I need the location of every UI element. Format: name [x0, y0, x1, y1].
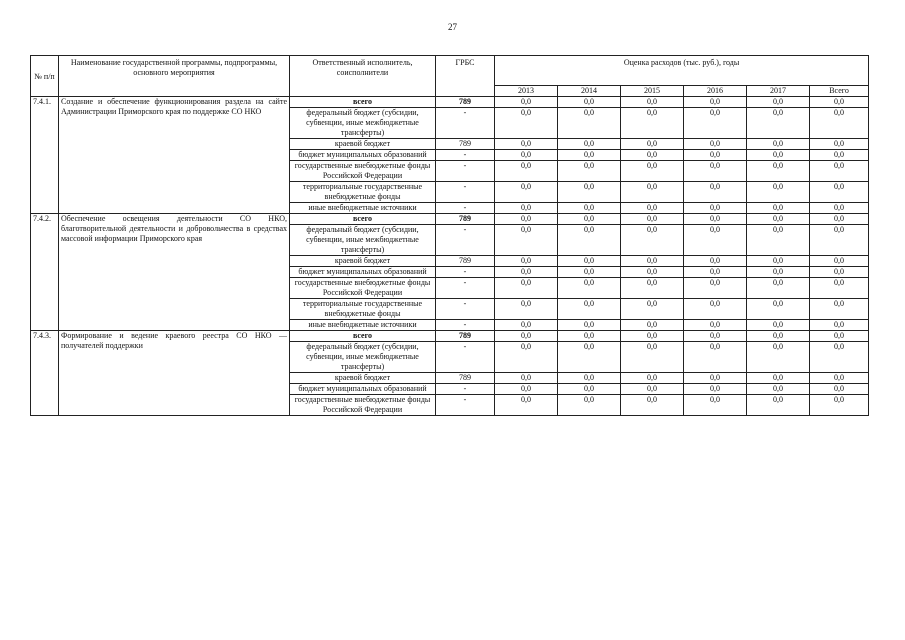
value-cell: 0,0 — [621, 139, 684, 150]
executor-cell: государственные внебюджетные фонды Российской Федерации — [290, 278, 436, 299]
value-cell: 0,0 — [558, 256, 621, 267]
value-cell: 0,0 — [684, 331, 747, 342]
value-cell: 0,0 — [558, 342, 621, 373]
value-cell: 0,0 — [747, 342, 810, 373]
grbs-cell: - — [436, 225, 495, 256]
table-body — [31, 97, 869, 416]
executor-cell: бюджет муниципальных образований — [290, 267, 436, 278]
header-year-total: Всего — [810, 86, 869, 97]
value-cell: 0,0 — [747, 139, 810, 150]
value-cell: 0,0 — [621, 182, 684, 203]
value-cell: 0,0 — [684, 214, 747, 225]
value-cell: 0,0 — [621, 161, 684, 182]
value-cell: 0,0 — [558, 182, 621, 203]
value-cell: 0,0 — [684, 320, 747, 331]
value-cell: 0,0 — [684, 182, 747, 203]
value-cell: 0,0 — [558, 161, 621, 182]
executor-cell: бюджет муниципальных образований — [290, 150, 436, 161]
value-cell: 0,0 — [558, 267, 621, 278]
grbs-cell: - — [436, 203, 495, 214]
executor-cell: федеральный бюджет (субсидии, субвенции, иные межбюджетные трансферты) — [290, 108, 436, 139]
value-cell: 0,0 — [747, 150, 810, 161]
executor-cell: краевой бюджет — [290, 373, 436, 384]
value-cell: 0,0 — [558, 373, 621, 384]
value-cell: 0,0 — [684, 203, 747, 214]
grbs-cell: 789 — [436, 331, 495, 342]
value-cell: 0,0 — [684, 267, 747, 278]
value-cell: 0,0 — [810, 150, 869, 161]
value-cell: 0,0 — [810, 299, 869, 320]
table-row — [31, 97, 869, 108]
value-cell: 0,0 — [747, 214, 810, 225]
value-cell: 0,0 — [495, 108, 558, 139]
value-cell: 0,0 — [558, 331, 621, 342]
value-cell: 0,0 — [810, 331, 869, 342]
value-cell: 0,0 — [621, 97, 684, 108]
header-number: № п/п — [31, 56, 59, 97]
grbs-cell: - — [436, 108, 495, 139]
value-cell: 0,0 — [621, 225, 684, 256]
table-row — [31, 214, 869, 225]
value-cell: 0,0 — [684, 225, 747, 256]
value-cell: 0,0 — [495, 373, 558, 384]
value-cell: 0,0 — [621, 256, 684, 267]
value-cell: 0,0 — [747, 267, 810, 278]
value-cell: 0,0 — [810, 342, 869, 373]
grbs-cell: - — [436, 342, 495, 373]
value-cell: 0,0 — [747, 256, 810, 267]
value-cell: 0,0 — [747, 182, 810, 203]
value-cell: 0,0 — [558, 108, 621, 139]
section-number: 7.4.1. — [31, 97, 59, 214]
value-cell: 0,0 — [621, 278, 684, 299]
value-cell: 0,0 — [810, 225, 869, 256]
grbs-cell: - — [436, 395, 495, 416]
value-cell: 0,0 — [495, 225, 558, 256]
grbs-cell: - — [436, 278, 495, 299]
grbs-cell: - — [436, 384, 495, 395]
executor-cell: иные внебюджетные источники — [290, 320, 436, 331]
value-cell: 0,0 — [684, 373, 747, 384]
value-cell: 0,0 — [558, 214, 621, 225]
section-number: 7.4.3. — [31, 331, 59, 416]
executor-cell: федеральный бюджет (субсидии, субвенции, иные межбюджетные трансферты) — [290, 225, 436, 256]
value-cell: 0,0 — [810, 203, 869, 214]
value-cell: 0,0 — [747, 161, 810, 182]
value-cell: 0,0 — [810, 267, 869, 278]
section-name: Обеспечение освещения деятельности СО НКО, благотворительной деятельности и добровольчества в средствах массовой информации Приморского края — [59, 214, 290, 331]
header-cost-estimate: Оценка расходов (тыс. руб.), годы — [495, 56, 869, 86]
header-grbs: ГРБС — [436, 56, 495, 97]
grbs-cell: - — [436, 161, 495, 182]
executor-cell: территориальные государственные внебюджетные фонды — [290, 182, 436, 203]
value-cell: 0,0 — [810, 97, 869, 108]
value-cell: 0,0 — [810, 278, 869, 299]
value-cell: 0,0 — [747, 225, 810, 256]
value-cell: 0,0 — [558, 139, 621, 150]
executor-cell: краевой бюджет — [290, 256, 436, 267]
executor-cell: всего — [290, 214, 436, 225]
value-cell: 0,0 — [810, 182, 869, 203]
executor-cell: всего — [290, 97, 436, 108]
value-cell: 0,0 — [747, 299, 810, 320]
value-cell: 0,0 — [747, 108, 810, 139]
value-cell: 0,0 — [495, 97, 558, 108]
value-cell: 0,0 — [495, 267, 558, 278]
value-cell: 0,0 — [810, 384, 869, 395]
value-cell: 0,0 — [558, 299, 621, 320]
header-year: 2016 — [684, 86, 747, 97]
value-cell: 0,0 — [684, 139, 747, 150]
value-cell: 0,0 — [495, 214, 558, 225]
value-cell: 0,0 — [558, 278, 621, 299]
grbs-cell: - — [436, 150, 495, 161]
value-cell: 0,0 — [495, 384, 558, 395]
grbs-cell: 789 — [436, 139, 495, 150]
value-cell: 0,0 — [495, 331, 558, 342]
header-year: 2014 — [558, 86, 621, 97]
executor-cell: бюджет муниципальных образований — [290, 384, 436, 395]
value-cell: 0,0 — [621, 331, 684, 342]
value-cell: 0,0 — [495, 320, 558, 331]
value-cell: 0,0 — [684, 278, 747, 299]
header-year: 2017 — [747, 86, 810, 97]
grbs-cell: - — [436, 320, 495, 331]
value-cell: 0,0 — [495, 150, 558, 161]
executor-cell: иные внебюджетные источники — [290, 203, 436, 214]
value-cell: 0,0 — [621, 342, 684, 373]
value-cell: 0,0 — [558, 97, 621, 108]
value-cell: 0,0 — [558, 320, 621, 331]
budget-table — [30, 55, 869, 416]
value-cell: 0,0 — [558, 150, 621, 161]
value-cell: 0,0 — [621, 384, 684, 395]
header-year: 2015 — [621, 86, 684, 97]
value-cell: 0,0 — [495, 342, 558, 373]
grbs-cell: 789 — [436, 214, 495, 225]
value-cell: 0,0 — [558, 395, 621, 416]
grbs-cell: 789 — [436, 97, 495, 108]
value-cell: 0,0 — [684, 150, 747, 161]
value-cell: 0,0 — [684, 256, 747, 267]
value-cell: 0,0 — [495, 395, 558, 416]
value-cell: 0,0 — [495, 161, 558, 182]
value-cell: 0,0 — [621, 373, 684, 384]
value-cell: 0,0 — [810, 161, 869, 182]
value-cell: 0,0 — [495, 256, 558, 267]
executor-cell: краевой бюджет — [290, 139, 436, 150]
value-cell: 0,0 — [747, 320, 810, 331]
grbs-cell: - — [436, 267, 495, 278]
value-cell: 0,0 — [558, 384, 621, 395]
value-cell: 0,0 — [684, 161, 747, 182]
value-cell: 0,0 — [747, 97, 810, 108]
header-executor: Ответственный исполнитель, соисполнители — [290, 56, 436, 97]
executor-cell: государственные внебюджетные фонды Российской Федерации — [290, 395, 436, 416]
grbs-cell: - — [436, 182, 495, 203]
value-cell: 0,0 — [810, 320, 869, 331]
page-number: 27 — [448, 22, 457, 32]
section-name: Формирование и ведение краевого реестра СО НКО — получателей поддержки — [59, 331, 290, 416]
value-cell: 0,0 — [810, 214, 869, 225]
executor-cell: всего — [290, 331, 436, 342]
table-row — [31, 331, 869, 342]
header-name: Наименование государственной программы, подпрограммы, основного мероприятия — [59, 56, 290, 97]
section-number: 7.4.2. — [31, 214, 59, 331]
grbs-cell: 789 — [436, 256, 495, 267]
value-cell: 0,0 — [621, 150, 684, 161]
value-cell: 0,0 — [810, 108, 869, 139]
value-cell: 0,0 — [684, 395, 747, 416]
executor-cell: территориальные государственные внебюджетные фонды — [290, 299, 436, 320]
value-cell: 0,0 — [621, 108, 684, 139]
value-cell: 0,0 — [810, 373, 869, 384]
value-cell: 0,0 — [621, 203, 684, 214]
executor-cell: государственные внебюджетные фонды Российской Федерации — [290, 161, 436, 182]
value-cell: 0,0 — [621, 395, 684, 416]
value-cell: 0,0 — [621, 299, 684, 320]
value-cell: 0,0 — [810, 395, 869, 416]
section-name: Создание и обеспечение функционирования раздела на сайте Администрации Приморского края по поддержке СО НКО — [59, 97, 290, 214]
value-cell: 0,0 — [621, 214, 684, 225]
table-header — [31, 56, 869, 97]
value-cell: 0,0 — [747, 395, 810, 416]
value-cell: 0,0 — [684, 108, 747, 139]
value-cell: 0,0 — [747, 331, 810, 342]
value-cell: 0,0 — [684, 384, 747, 395]
value-cell: 0,0 — [747, 203, 810, 214]
value-cell: 0,0 — [495, 203, 558, 214]
grbs-cell: 789 — [436, 373, 495, 384]
value-cell: 0,0 — [810, 256, 869, 267]
value-cell: 0,0 — [495, 182, 558, 203]
value-cell: 0,0 — [558, 203, 621, 214]
value-cell: 0,0 — [558, 225, 621, 256]
executor-cell: федеральный бюджет (субсидии, субвенции, иные межбюджетные трансферты) — [290, 342, 436, 373]
grbs-cell: - — [436, 299, 495, 320]
value-cell: 0,0 — [684, 299, 747, 320]
value-cell: 0,0 — [684, 342, 747, 373]
value-cell: 0,0 — [621, 267, 684, 278]
value-cell: 0,0 — [495, 278, 558, 299]
header-year: 2013 — [495, 86, 558, 97]
value-cell: 0,0 — [747, 278, 810, 299]
value-cell: 0,0 — [495, 299, 558, 320]
value-cell: 0,0 — [621, 320, 684, 331]
value-cell: 0,0 — [684, 97, 747, 108]
value-cell: 0,0 — [810, 139, 869, 150]
value-cell: 0,0 — [747, 384, 810, 395]
value-cell: 0,0 — [747, 373, 810, 384]
value-cell: 0,0 — [495, 139, 558, 150]
